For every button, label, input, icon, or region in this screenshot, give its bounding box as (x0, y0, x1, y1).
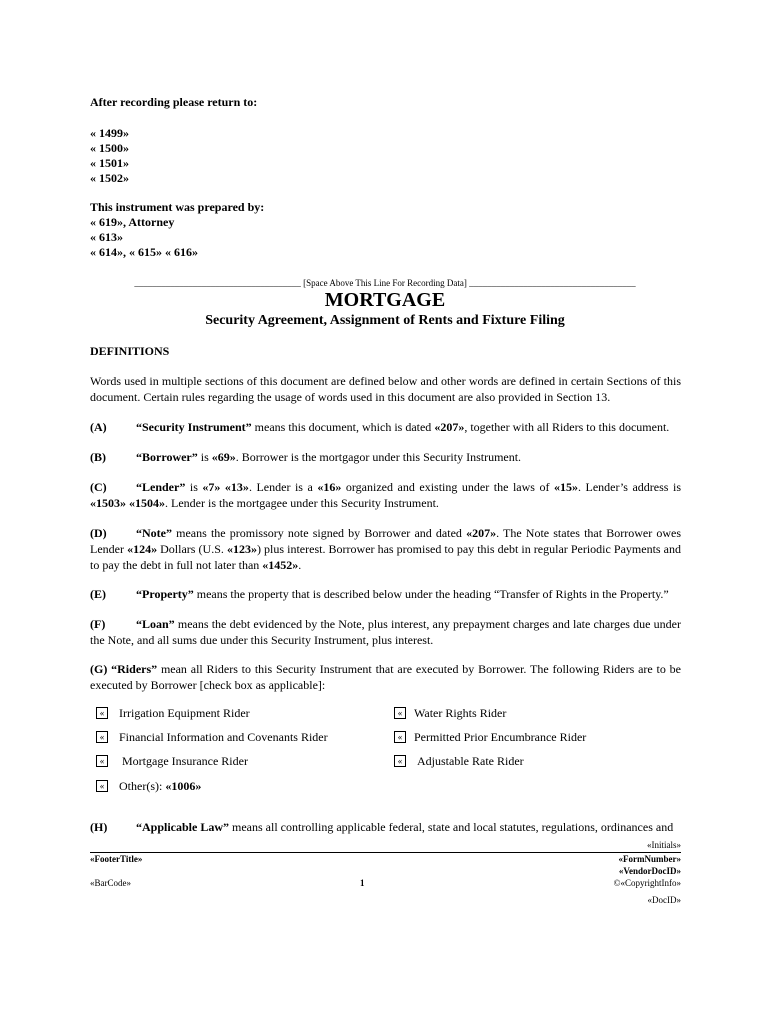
definition-term: “Loan” (136, 617, 175, 631)
definition-label: (C) (90, 480, 107, 494)
definition-text: organized and existing under the laws of (341, 480, 554, 494)
definition-f (90, 616, 681, 648)
return-to-heading: After recording please return to: (90, 95, 258, 109)
merge-field: «16» (317, 480, 342, 494)
water-rights-rider-label: Water Rights Rider (414, 706, 507, 720)
adjustable-rate-rider-label: Adjustable Rate Rider (417, 754, 524, 768)
definitions-intro: Words used in multiple sections of this document are defined below and other words are defined in certain Sections of this document. Certain rules regarding the usage of words used in this document are also provided in Section 13. (90, 374, 681, 404)
merge-field: «123» (226, 542, 257, 556)
initials-field[interactable]: «Initials» (647, 840, 681, 850)
return-to-line: « 1499» (90, 126, 129, 140)
definition-text: ) plus interest. Borrower has promised to pay this debt in regular Periodic Payments and to pay the debt in full not later than (90, 542, 681, 572)
definition-text: . The Note states that Borrower owes Lender (90, 526, 681, 556)
permitted-encumbrance-rider-label: Permitted Prior Encumbrance Rider (414, 730, 587, 744)
definition-term: “Security Instrument” (136, 420, 252, 434)
barcode: «BarCode» (90, 878, 131, 888)
definition-text: mean all Riders to this Security Instrument that are executed by Borrower. The following Riders are to be executed by Borrower [check box as applicable]: (90, 662, 682, 692)
merge-field: «7» «13» (202, 480, 249, 494)
definition-text: . (298, 558, 302, 572)
other-rider-label (119, 779, 201, 794)
merge-field: «69» (211, 450, 236, 464)
definition-text: means the property that is described below under the heading “Transfer of Rights in the Property.” (193, 587, 669, 601)
definition-term: “Riders” (111, 662, 158, 676)
definition-g (90, 661, 681, 693)
merge-field: «124» (127, 542, 158, 556)
return-to-line: « 1501» (90, 156, 129, 170)
form-number: «FormNumber» (618, 854, 681, 864)
financial-rider-checkbox[interactable]: « (96, 731, 108, 743)
definition-text: means this document, which is dated (251, 420, 435, 434)
merge-field: «207» (466, 526, 497, 540)
definition-b (90, 449, 681, 465)
definition-term: “Applicable Law” (136, 820, 230, 834)
definition-term: “Property” (136, 587, 194, 601)
merge-field: «1503» «1504» (90, 496, 165, 510)
vendor-doc-id: «VendorDocID» (618, 866, 681, 876)
definition-term: “Lender” (136, 480, 186, 494)
adjustable-rate-rider-checkbox[interactable]: « (394, 755, 406, 767)
mortgage-insurance-rider-label: Mortgage Insurance Rider (122, 754, 248, 768)
doc-id: «DocID» (647, 895, 681, 905)
definition-text: means the debt evidenced by the Note, plus interest, any prepayment charges and late charges due under the Note, and all sums due under this Security Instrument, plus interest. (90, 617, 681, 647)
definition-d (90, 525, 681, 573)
definition-h (90, 819, 681, 835)
merge-field: «207» (434, 420, 465, 434)
document-title: MORTGAGE (324, 289, 446, 311)
definition-text: means all controlling applicable federal, state and local statutes, regulations, ordinances and (229, 820, 674, 834)
copyright-info: ©«CopyrightInfo» (613, 878, 681, 888)
mortgage-insurance-rider-checkbox[interactable]: « (96, 755, 108, 767)
definition-text: . Lender’s address is (578, 480, 682, 494)
definition-text: . Borrower is the mortgagor under this Security Instrument. (235, 450, 522, 464)
definition-label: (D) (90, 526, 107, 540)
definition-term: “Note” (136, 526, 172, 540)
financial-rider-label: Financial Information and Covenants Rider (119, 730, 328, 744)
recording-data-line: _____________________________________ [Space Above This Line For Recording Data] _____________________________________ (134, 278, 636, 288)
prepared-by-line: « 614», « 615» « 616» (90, 245, 198, 259)
definition-label: (F) (90, 617, 106, 631)
definition-text: is (185, 480, 203, 494)
irrigation-rider-label: Irrigation Equipment Rider (119, 706, 250, 720)
definition-e (90, 586, 681, 602)
merge-field: «1452» (262, 558, 299, 572)
return-to-line: « 1502» (90, 171, 129, 185)
page-number: 1 (360, 878, 365, 888)
definition-text: is (197, 450, 212, 464)
definitions-heading: DEFINITIONS (90, 344, 170, 358)
definition-label: (G) (90, 662, 108, 676)
permitted-encumbrance-rider-checkbox[interactable]: « (394, 731, 406, 743)
definition-a (90, 419, 681, 435)
water-rights-rider-checkbox[interactable]: « (394, 707, 406, 719)
prepared-by-line: « 619», Attorney (90, 215, 175, 229)
definition-text: . Lender is a (248, 480, 318, 494)
other-rider-text: Other(s): (119, 779, 166, 793)
prepared-by-line: « 613» (90, 230, 123, 244)
other-rider-checkbox[interactable]: « (96, 780, 108, 792)
prepared-by-heading: This instrument was prepared by: (90, 200, 265, 214)
merge-field: «1006» (165, 779, 202, 793)
irrigation-rider-checkbox[interactable]: « (96, 707, 108, 719)
return-to-line: « 1500» (90, 141, 129, 155)
definition-label: (H) (90, 820, 108, 834)
definition-label: (A) (90, 420, 107, 434)
definition-text: Dollars (U.S. (157, 542, 227, 556)
merge-field: «15» (554, 480, 578, 494)
definition-term: “Borrower” (136, 450, 198, 464)
definition-text: , together with all Riders to this document. (464, 420, 670, 434)
footer-title: «FooterTitle» (90, 854, 143, 864)
definition-label: (B) (90, 450, 106, 464)
document-subtitle: Security Agreement, Assignment of Rents and Fixture Filing (205, 313, 565, 328)
definition-label: (E) (90, 587, 106, 601)
definition-text: . Lender is the mortgagee under this Security Instrument. (165, 496, 439, 510)
definition-c (90, 479, 681, 511)
definition-text: means the promissory note signed by Borrower and dated (172, 526, 467, 540)
